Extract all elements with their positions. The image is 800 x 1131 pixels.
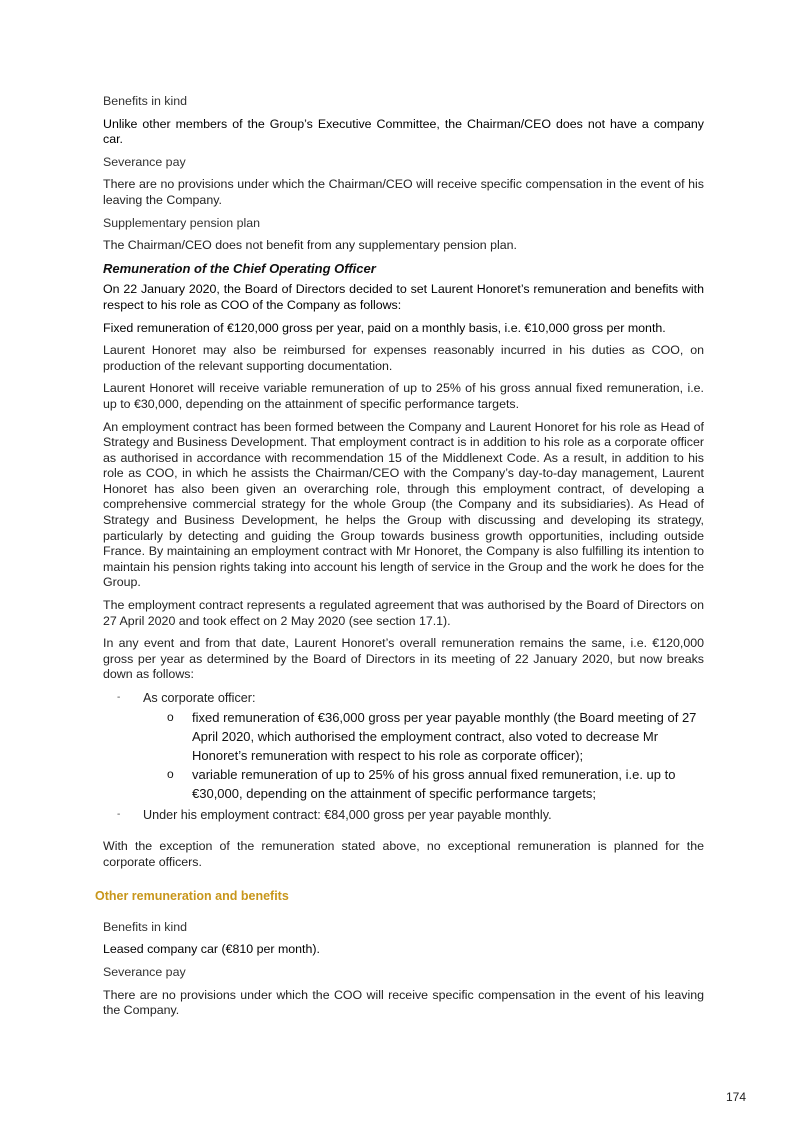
coo-benefits-heading: Benefits in kind <box>103 919 188 934</box>
coo-para-expenses: Laurent Honoret may also be reimbursed for expenses reasonably incurred in his duties as COO, on production of the relevant supporting documentation. <box>103 343 704 373</box>
coo-para-exceptional: With the exception of the remuneration stated above, no exceptional remuneration is planned for the corporate officers. <box>103 839 704 869</box>
sublist-item-fixed: fixed remuneration of €36,000 gross per year payable monthly (the Board meeting of 27 April 2020, which authorised the employment contract, also voted to decrease Mr Honoret’s remuneration with respect to his role as corporate officer); <box>192 710 697 763</box>
coo-benefits-text: Leased company car (€810 per month). <box>103 942 320 957</box>
coo-para-fixed-remuneration: Fixed remuneration of €120,000 gross per year, paid on a monthly basis, i.e. €10,000 gross per month. <box>103 320 666 335</box>
remuneration-breakdown-list <box>103 690 704 823</box>
ceo-severance-heading: Severance pay <box>103 154 186 169</box>
ceo-pension-text: The Chairman/CEO does not benefit from any supplementary pension plan. <box>103 238 517 253</box>
coo-severance-heading: Severance pay <box>103 964 186 979</box>
dash-bullet: - <box>117 692 121 703</box>
list-item <box>103 690 704 803</box>
ceo-severance-text: There are no provisions under which the Chairman/CEO will receive specific compensation in the event of his leaving the Company. <box>103 177 704 207</box>
corporate-officer-sublist <box>143 708 704 803</box>
ceo-benefits-text: Unlike other members of the Group’s Executive Committee, the Chairman/CEO does not have a company car. <box>103 116 704 147</box>
list-item-corporate-officer: As corporate officer: <box>143 691 256 705</box>
list-item <box>143 708 704 765</box>
circle-bullet: o <box>167 767 174 781</box>
circle-bullet: o <box>167 710 174 724</box>
coo-para-employment-contract: An employment contract has been formed between the Company and Laurent Honoret for his role as Head of Strategy and Business Development. That employment contract is in addition to his role as a corporate officer as authorised in accordance with recommendation 15 of the Middlenext Code. As a result, in addition to his role as COO, in which he assists the Chairman/CEO with the Company’s day-to-day management, Laurent Honoret has also been given an overarching role, through this employment contract, of developing a comprehensive commercial strategy for the whole Group (the Company and its subsidiaries). As Head of Strategy and Business Development, he helps the Group with discussing and developing its strategy, particularly by detecting and guiding the Group towards business growth opportunities, including outside France. By maintaining an employment contract with Mr Honoret, the Company is also fulfilling its intention to maintain his pension rights taking into account his length of service in the Group and the work he does for the Group. <box>103 419 704 590</box>
coo-para-board-decision: On 22 January 2020, the Board of Directors decided to set Laurent Honoret’s remuneration and benefits with respect to his role as COO of the Company as follows: <box>103 282 704 312</box>
ceo-benefits-heading: Benefits in kind <box>103 94 188 108</box>
list-item-employment-contract: Under his employment contract: €84,000 gross per year payable monthly. <box>143 808 552 822</box>
list-item <box>143 765 704 803</box>
sublist-item-variable: variable remuneration of up to 25% of his gross annual fixed remuneration, i.e. up to €30,000, depending on the attainment of specific performance targets; <box>192 767 676 801</box>
ceo-pension-heading: Supplementary pension plan <box>103 215 261 230</box>
document-page <box>95 94 704 1026</box>
coo-severance-text: There are no provisions under which the COO will receive specific compensation in the event of his leaving the Company. <box>103 987 704 1018</box>
section-heading-other-remuneration: Other remuneration and benefits <box>95 889 289 904</box>
coo-para-regulated-agreement: The employment contract represents a regulated agreement that was authorised by the Board of Directors on 27 April 2020 and took effect on 2 May 2020 (see section 17.1). <box>103 598 704 628</box>
page-number: 174 <box>726 1090 747 1104</box>
list-item <box>103 807 704 823</box>
coo-para-variable-remuneration: Laurent Honoret will receive variable remuneration of up to 25% of his gross annual fixed remuneration, i.e. up to €30,000, depending on the attainment of specific performance targets. <box>103 381 704 411</box>
coo-remuneration-title: Remuneration of the Chief Operating Officer <box>103 260 376 276</box>
coo-para-overall-remuneration: In any event and from that date, Laurent Honoret’s overall remuneration remains the same, i.e. €120,000 gross per year as determined by the Board of Directors in its meeting of 22 January 2020, but now breaks down as follows: <box>103 636 704 682</box>
dash-bullet: - <box>117 809 121 820</box>
